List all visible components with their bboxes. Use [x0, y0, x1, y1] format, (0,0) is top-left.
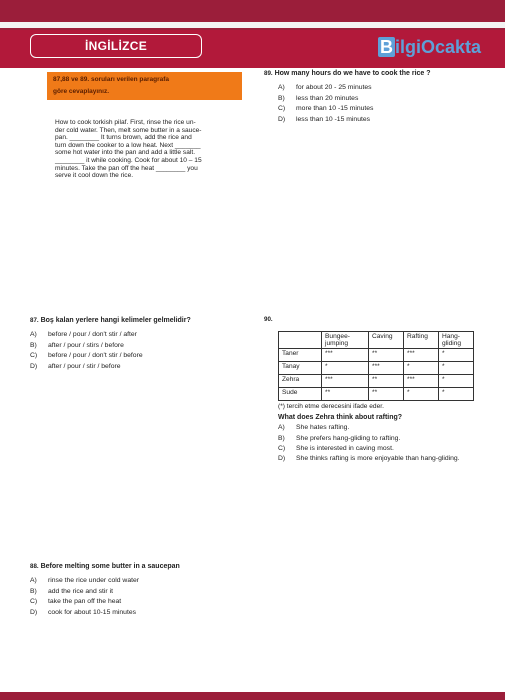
reading-passage	[55, 119, 245, 180]
passage-line: ________ it while cooking. Cook for about 10 – 15	[55, 156, 202, 164]
question-number: 87.	[30, 317, 39, 324]
table-cell: Taner	[279, 349, 322, 362]
option-c[interactable]: C) before / pour / don't stir / before	[30, 352, 143, 360]
table-cell: *	[404, 388, 439, 401]
brand-logo: B ilgiOcakta	[379, 37, 481, 57]
question-88	[30, 563, 250, 618]
question-text: What does Zehra think about rafting?	[278, 414, 403, 421]
option-a[interactable]: A) rinse the rice under cold water	[30, 577, 140, 584]
table-cell: Zehra	[279, 375, 322, 388]
question-number: 88.	[30, 563, 39, 570]
table-cell: **	[369, 388, 404, 401]
top-bar-stripe	[0, 22, 505, 28]
table-cell: ***	[322, 349, 369, 362]
table-header-cell: Caving	[369, 332, 404, 349]
option-b[interactable]: B) less than 20 minutes	[278, 94, 359, 102]
instruction-box	[47, 72, 242, 100]
option-a[interactable]: A) for about 20 - 25 minutes	[278, 84, 372, 91]
option-d[interactable]: D) She thinks rafting is more enjoyable than hang-gliding.	[278, 454, 460, 462]
option-a[interactable]: A) before / pour / don't stir / after	[30, 331, 137, 338]
passage-line: minutes. Take the pan off the heat ________ you	[55, 164, 198, 172]
table-note: (*) tercih etme derecesini ifade eder.	[278, 403, 384, 410]
passage-line: pan. ________ It turns brown, add the rice and	[55, 134, 192, 142]
table-header-cell: Rafting	[404, 332, 439, 349]
option-d[interactable]: D) less than 10 -15 minutes	[278, 115, 371, 123]
passage-line: der cold water. Then, melt some butter in a sauce-	[55, 126, 202, 134]
table-row	[279, 349, 474, 362]
option-b[interactable]: B) She prefers hang-gliding to rafting.	[278, 434, 401, 442]
table-header-cell: Hang- gliding	[439, 332, 474, 349]
option-d[interactable]: D) cook for about 10-15 minutes	[30, 608, 137, 616]
passage-line: some hot water into the pan and add a little salt.	[55, 149, 196, 157]
option-d[interactable]: D) after / pour / stir / before	[30, 362, 121, 370]
table-cell: Sude	[279, 388, 322, 401]
table-row	[279, 388, 474, 401]
table-cell: **	[369, 375, 404, 388]
table-cell: *	[322, 362, 369, 375]
passage-line: How to cook torkish pilaf. First, rinse the rice un-	[55, 119, 196, 126]
table-header-row	[279, 332, 474, 349]
table-cell	[279, 332, 322, 349]
question-number: 90.	[264, 316, 273, 323]
question-text: Before melting some butter in a saucepan	[40, 563, 180, 570]
table-cell: **	[369, 349, 404, 362]
table-cell: ***	[322, 375, 369, 388]
option-b[interactable]: B) after / pour / stirs / before	[30, 341, 124, 349]
instruction-line2: göre cevaplayınız.	[53, 88, 109, 95]
table-cell: Tanay	[279, 362, 322, 375]
question-text: Boş kalan yerlere hangi kelimeler gelmelidir?	[40, 317, 191, 324]
table-cell: *	[439, 388, 474, 401]
option-c[interactable]: C) more than 10 -15 minutes	[278, 105, 374, 113]
passage-line: serve it cool down the rice.	[55, 172, 134, 180]
table-cell: *	[439, 349, 474, 362]
instruction-line1: soruları verilen paragrafa	[90, 76, 170, 83]
option-c[interactable]: C) take the pan off the heat	[30, 598, 122, 606]
question-89	[264, 70, 484, 125]
table-cell: ***	[369, 362, 404, 375]
instruction-range: 87,88 ve 89.	[53, 76, 90, 83]
option-a[interactable]: A) She hates rafting.	[278, 424, 350, 431]
preference-table	[278, 331, 474, 401]
table-cell: *	[439, 375, 474, 388]
question-87	[30, 317, 250, 372]
table-cell: *	[439, 362, 474, 375]
option-b[interactable]: B) add the rice and stir it	[30, 587, 113, 595]
table-cell: ***	[404, 349, 439, 362]
table-cell: ***	[404, 375, 439, 388]
table-header-cell: Bungee- jumping	[322, 332, 369, 349]
table-cell: *	[404, 362, 439, 375]
top-bar	[0, 0, 505, 30]
question-number: 89.	[264, 70, 273, 77]
subject-title: İNGİLİZCE	[30, 34, 202, 58]
table-cell: **	[322, 388, 369, 401]
question-90	[264, 316, 489, 463]
table-row	[279, 375, 474, 388]
question-text: How many hours do we have to cook the rice ?	[274, 70, 431, 77]
passage-line: turn down the cooker to a low heat. Next _______	[55, 141, 201, 149]
option-c[interactable]: C) She is interested in caving most.	[278, 445, 394, 453]
table-row	[279, 362, 474, 375]
bottom-bar	[0, 692, 505, 700]
